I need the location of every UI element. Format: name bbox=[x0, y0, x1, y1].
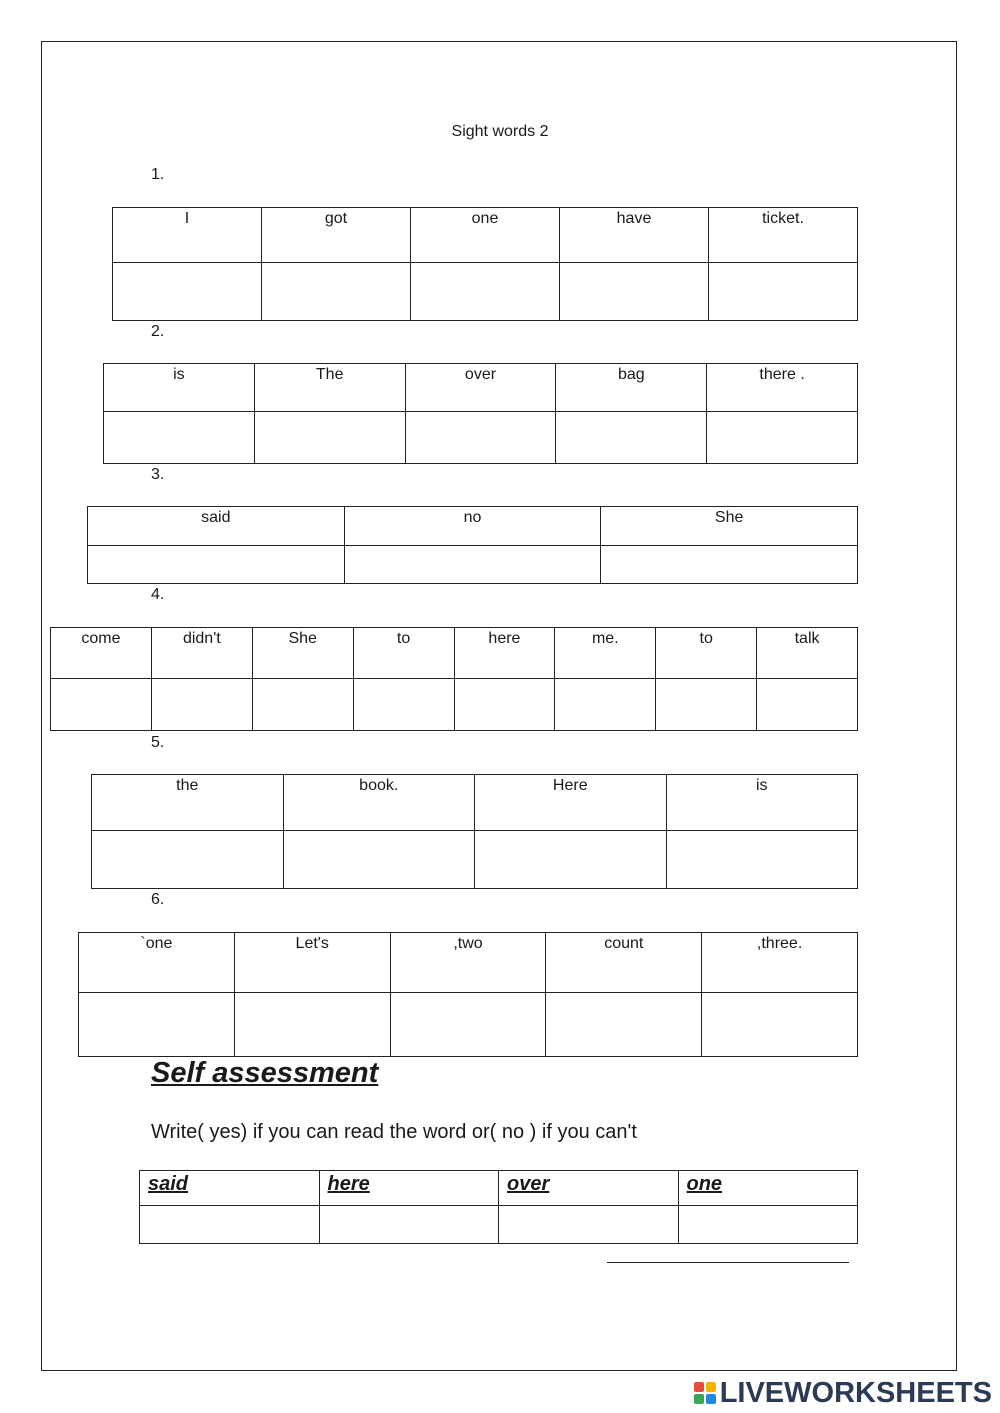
word-cell: here bbox=[454, 628, 555, 679]
brand-name: LIVEWORKSHEETS bbox=[719, 1376, 992, 1409]
word-cell: got bbox=[262, 208, 411, 263]
answer-cell[interactable] bbox=[113, 263, 262, 321]
word-cell: Let's bbox=[234, 933, 390, 993]
answer-cell[interactable] bbox=[656, 679, 757, 731]
word-cell: book. bbox=[283, 775, 475, 831]
worksheet-title: Sight words 2 bbox=[451, 123, 549, 140]
exercise-table-2 bbox=[103, 363, 858, 464]
word-cell: count bbox=[546, 933, 702, 993]
exercise-table-3 bbox=[87, 506, 858, 584]
assessment-answer-cell[interactable] bbox=[319, 1206, 499, 1244]
word-cell: said bbox=[88, 507, 345, 546]
assessment-answer-cell[interactable] bbox=[140, 1206, 320, 1244]
signature-line bbox=[607, 1262, 849, 1263]
answer-cell[interactable] bbox=[283, 831, 475, 889]
answer-cell[interactable] bbox=[252, 679, 353, 731]
answer-cell[interactable] bbox=[405, 412, 556, 464]
word-cell: over bbox=[405, 364, 556, 412]
answer-cell[interactable] bbox=[666, 831, 858, 889]
assessment-word: said bbox=[140, 1171, 320, 1206]
word-cell: there . bbox=[707, 364, 858, 412]
answer-cell[interactable] bbox=[454, 679, 555, 731]
word-cell: me. bbox=[555, 628, 656, 679]
word-cell: ,three. bbox=[702, 933, 858, 993]
exercise-number: 1. bbox=[151, 166, 165, 183]
answer-cell[interactable] bbox=[390, 993, 546, 1057]
assessment-word: over bbox=[499, 1171, 679, 1206]
assessment-answer-cell[interactable] bbox=[499, 1206, 679, 1244]
word-cell: come bbox=[51, 628, 152, 679]
word-cell: to bbox=[656, 628, 757, 679]
assessment-word: here bbox=[319, 1171, 499, 1206]
answer-cell[interactable] bbox=[254, 412, 405, 464]
answer-cell[interactable] bbox=[79, 993, 235, 1057]
logo-square bbox=[706, 1382, 716, 1392]
answer-cell[interactable] bbox=[555, 679, 656, 731]
logo-square bbox=[706, 1394, 716, 1404]
answer-cell[interactable] bbox=[709, 263, 858, 321]
answer-cell[interactable] bbox=[757, 679, 858, 731]
word-cell: She bbox=[252, 628, 353, 679]
word-cell: to bbox=[353, 628, 454, 679]
self-assessment-table bbox=[139, 1170, 858, 1244]
exercise-table-5 bbox=[91, 774, 858, 889]
answer-cell[interactable] bbox=[151, 679, 252, 731]
word-cell: the bbox=[92, 775, 284, 831]
logo-square bbox=[694, 1382, 704, 1392]
word-cell: didn't bbox=[151, 628, 252, 679]
answer-cell[interactable] bbox=[234, 993, 390, 1057]
exercise-number: 4. bbox=[151, 586, 165, 603]
word-cell: She bbox=[601, 507, 858, 546]
logo-square bbox=[694, 1394, 704, 1404]
self-assessment-instruction: Write( yes) if you can read the word or( no ) if you can't bbox=[151, 1121, 637, 1143]
word-cell: Here bbox=[475, 775, 667, 831]
answer-cell[interactable] bbox=[51, 679, 152, 731]
word-cell: no bbox=[344, 507, 601, 546]
answer-cell[interactable] bbox=[344, 546, 601, 584]
brand-watermark bbox=[694, 1376, 992, 1410]
word-cell: The bbox=[254, 364, 405, 412]
answer-cell[interactable] bbox=[702, 993, 858, 1057]
answer-cell[interactable] bbox=[262, 263, 411, 321]
assessment-answer-cell[interactable] bbox=[678, 1206, 858, 1244]
answer-cell[interactable] bbox=[560, 263, 709, 321]
word-cell: ticket. bbox=[709, 208, 858, 263]
answer-cell[interactable] bbox=[556, 412, 707, 464]
word-cell: I bbox=[113, 208, 262, 263]
answer-cell[interactable] bbox=[475, 831, 667, 889]
word-cell: is bbox=[104, 364, 255, 412]
answer-cell[interactable] bbox=[707, 412, 858, 464]
exercise-number: 2. bbox=[151, 323, 165, 340]
word-cell: one bbox=[411, 208, 560, 263]
answer-cell[interactable] bbox=[92, 831, 284, 889]
assessment-word: one bbox=[678, 1171, 858, 1206]
answer-cell[interactable] bbox=[601, 546, 858, 584]
answer-cell[interactable] bbox=[546, 993, 702, 1057]
answer-cell[interactable] bbox=[353, 679, 454, 731]
exercise-number: 6. bbox=[151, 891, 165, 908]
liveworksheets-logo-icon bbox=[694, 1382, 716, 1404]
answer-cell[interactable] bbox=[104, 412, 255, 464]
word-cell: is bbox=[666, 775, 858, 831]
word-cell: bag bbox=[556, 364, 707, 412]
answer-cell[interactable] bbox=[88, 546, 345, 584]
answer-cell[interactable] bbox=[411, 263, 560, 321]
exercise-table-1 bbox=[112, 207, 858, 321]
exercise-number: 3. bbox=[151, 466, 165, 483]
word-cell: ,two bbox=[390, 933, 546, 993]
exercise-number: 5. bbox=[151, 734, 165, 751]
word-cell: talk bbox=[757, 628, 858, 679]
exercise-table-6 bbox=[78, 932, 858, 1057]
exercise-table-4 bbox=[50, 627, 858, 731]
self-assessment-heading: Self assessment bbox=[151, 1057, 379, 1089]
word-cell: have bbox=[560, 208, 709, 263]
word-cell: `one bbox=[79, 933, 235, 993]
